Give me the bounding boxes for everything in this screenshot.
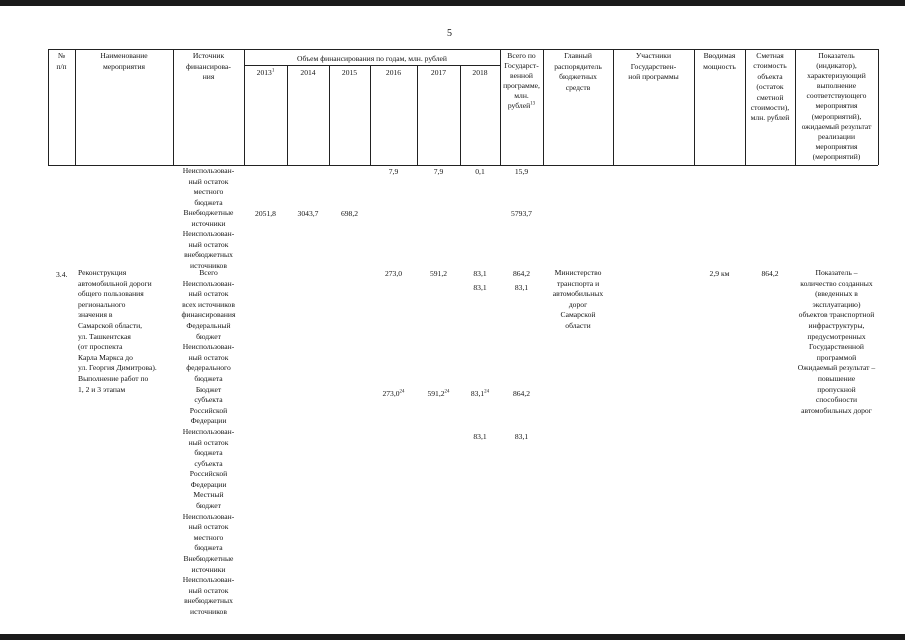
col-border: [878, 49, 879, 165]
header-col-indicator: Показатель (индикатор), характеризующий выполнение соответствующего мероприятия (мероприятий), ожидаемый результат реализации мероприятия (мероприятий): [801, 51, 872, 161]
value-unused-regional-2018: 83,1: [473, 432, 487, 441]
header-col-source: Источник финансирова- ния: [186, 51, 231, 82]
item-name: Реконструкция автомобильной дороги общего пользования регионального значения в Самарской области, ул. Ташкентская (от проспекта Карла Маркса до ул. Георгия Димитрова). Выполнение работ по 1, 2 и 3 этапам: [78, 268, 157, 394]
value-extrabudget-2013: 2051,8: [255, 209, 276, 218]
col-border: [370, 65, 371, 165]
value-extrabudget-2015: 698,2: [340, 209, 359, 218]
value-regional-total: 864,2: [512, 389, 531, 398]
item-indicator: Показатель – количество созданных (введенных в эксплуатацию) объектов транспортной инфраструктуры, предусмотренных Государственной программой Ожидаемый результат – повышение пропускной способности автомобильных дорог: [797, 268, 876, 415]
value-extrabudget-2014: 3043,7: [297, 209, 319, 218]
item-distributor: Министерство транспорта и автомобильных дорог Самарской области: [552, 268, 604, 330]
header-year-2015: 2015: [341, 68, 358, 77]
header-year-2014: 2014: [300, 68, 316, 77]
value-total-2016: 273,0: [384, 269, 403, 278]
value-total-2017: 591,2: [429, 269, 448, 278]
item-capacity: 2,9 км: [709, 269, 730, 278]
col-border: [287, 65, 288, 165]
bottom-border-bar: [0, 634, 905, 640]
item-cost: 864,2: [761, 269, 779, 278]
header-col-name: Наименование мероприятия: [100, 51, 148, 71]
col-border: [244, 49, 245, 165]
col-border: [460, 65, 461, 165]
header-year-2017: 2017: [430, 68, 447, 77]
years-group-underline: [244, 65, 500, 66]
header-col-participants: Участники Государствен- ной программы: [628, 51, 679, 82]
header-col-capacity: Вводимая мощность: [703, 51, 736, 71]
value-total-total: 864,2: [512, 269, 531, 278]
header-year-2016: 2016: [385, 68, 402, 77]
value-unused-local-2017: 7,9: [433, 167, 444, 176]
value-total-2018: 83,1: [473, 269, 487, 278]
value-unused-local-2016: 7,9: [388, 167, 399, 176]
value-regional-2017: 591,2$^{24}$: [427, 389, 450, 398]
page-number: 5: [447, 28, 452, 39]
header-col-distributor: Главный распорядитель бюджетных средств: [554, 51, 602, 92]
header-col-number: № п/п: [56, 51, 67, 71]
item-number: 3.4.: [56, 270, 68, 279]
value-unused-regional-total: 83,1: [514, 432, 529, 441]
source-unused-extrabudget: Неиспользован- ный остаток внебюджетных источников: [182, 229, 235, 270]
col-border: [329, 65, 330, 165]
value-unused-local-total: 15,9: [514, 167, 529, 176]
value-unused-all-total: 83,1: [514, 283, 529, 292]
header-years-group: Объем финансирования по годам, млн. рублей: [297, 54, 447, 63]
source-unused-local: Неиспользован- ный остаток местного бюджета: [182, 166, 235, 207]
header-year-2018: 2018: [472, 68, 488, 77]
header-col-cost: Сметная стоимость объекта (остаток сметной стоимости), млн. рублей: [750, 51, 790, 123]
source-extrabudget: Внебюджетные источники: [183, 208, 234, 228]
value-extrabudget-total: 5793,7: [511, 209, 532, 218]
value-unused-local-2018: 0,1: [475, 167, 485, 176]
value-unused-all-2018: 83,1: [473, 283, 487, 292]
header-col-total: Всего по Государст- венной программе, млн. рублей$^{13}$: [503, 51, 540, 110]
top-border-bar: [0, 0, 905, 6]
value-regional-2016: 273,0$^{24}$: [382, 389, 405, 398]
value-regional-2018: 83,1$^{24}$: [470, 389, 490, 398]
col-border: [417, 65, 418, 165]
header-year-2013: 2013$^1$: [256, 68, 275, 77]
item-sources: Всего Неиспользован- ный остаток всех источников финансирования Федеральный бюджет Неиспользован- ный остаток федерального бюджета Бюджет субъекта Российской Федерации Неиспользован- ный остаток бюджета субъекта Российской Федерации Местный бюджет Неиспользован- ный остаток местного бюджета Внебюджетные источники Неиспользован- ный остаток внебюджетных источников: [181, 268, 236, 616]
